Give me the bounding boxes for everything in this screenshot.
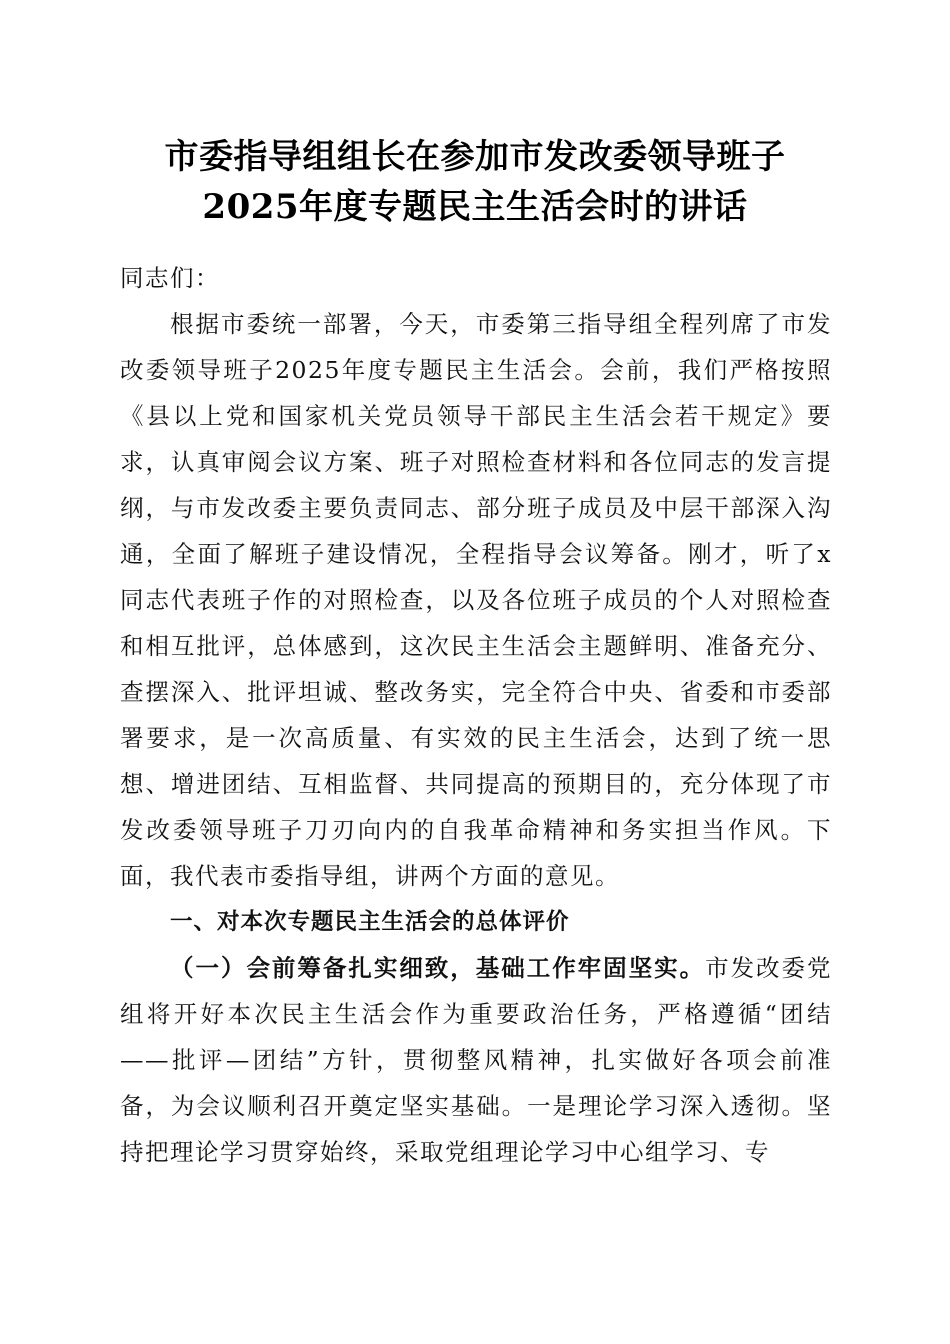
subsection-1-paragraph [120, 945, 832, 1175]
title-line-1: 市委指导组组长在参加市发改委领导班子 [164, 137, 786, 177]
salutation: 同志们： [120, 264, 220, 292]
section-1-heading: 一、对本次专题民主生活会的总体评价 [170, 909, 570, 935]
document-body [120, 255, 832, 1175]
subsection-1-text: 市发改委党组将开好本次民主生活会作为重要政治任务，严格遵循“团结——批评—团结”方针，贯彻整风精神，扎实做好各项会前准备，为会议顺利召开奠定坚实基础。一是理论学习深入透彻。坚持把理论学习贯穿始终，采取党组理论学习中心组学习、专 [120, 954, 833, 1166]
subsection-1-heading: （一）会前筹备扎实细致，基础工作牢固坚实。 [170, 954, 706, 982]
document-title [118, 132, 832, 232]
paragraph-1: 根据市委统一部署，今天，市委第三指导组全程列席了市发改委领导班子2025年度专题民主生活会。会前，我们严格按照《县以上党和国家机关党员领导干部民主生活会若干规定》要求，认真审阅会议方案、班子对照检查材料和各位同志的发言提纲，与市发改委主要负责同志、部分班子成员及中层干部深入沟通，全面了解班子建设情况，全程指导会议筹备。刚才，听了x同志代表班子作的对照检查，以及各位班子成员的个人对照检查和相互批评，总体感到，这次民主生活会主题鲜明、准备充分、查摆深入、批评坦诚、整改务实，完全符合中央、省委和市委部署要求，是一次高质量、有实效的民主生活会，达到了统一思想、增进团结、互相监督、共同提高的预期目的，充分体现了市发改委领导班子刀刃向内的自我革命精神和务实担当作风。下面，我代表市委指导组，讲两个方面的意见。 [120, 310, 832, 890]
title-line-2: 2025年度专题民主生活会时的讲话 [202, 187, 748, 227]
